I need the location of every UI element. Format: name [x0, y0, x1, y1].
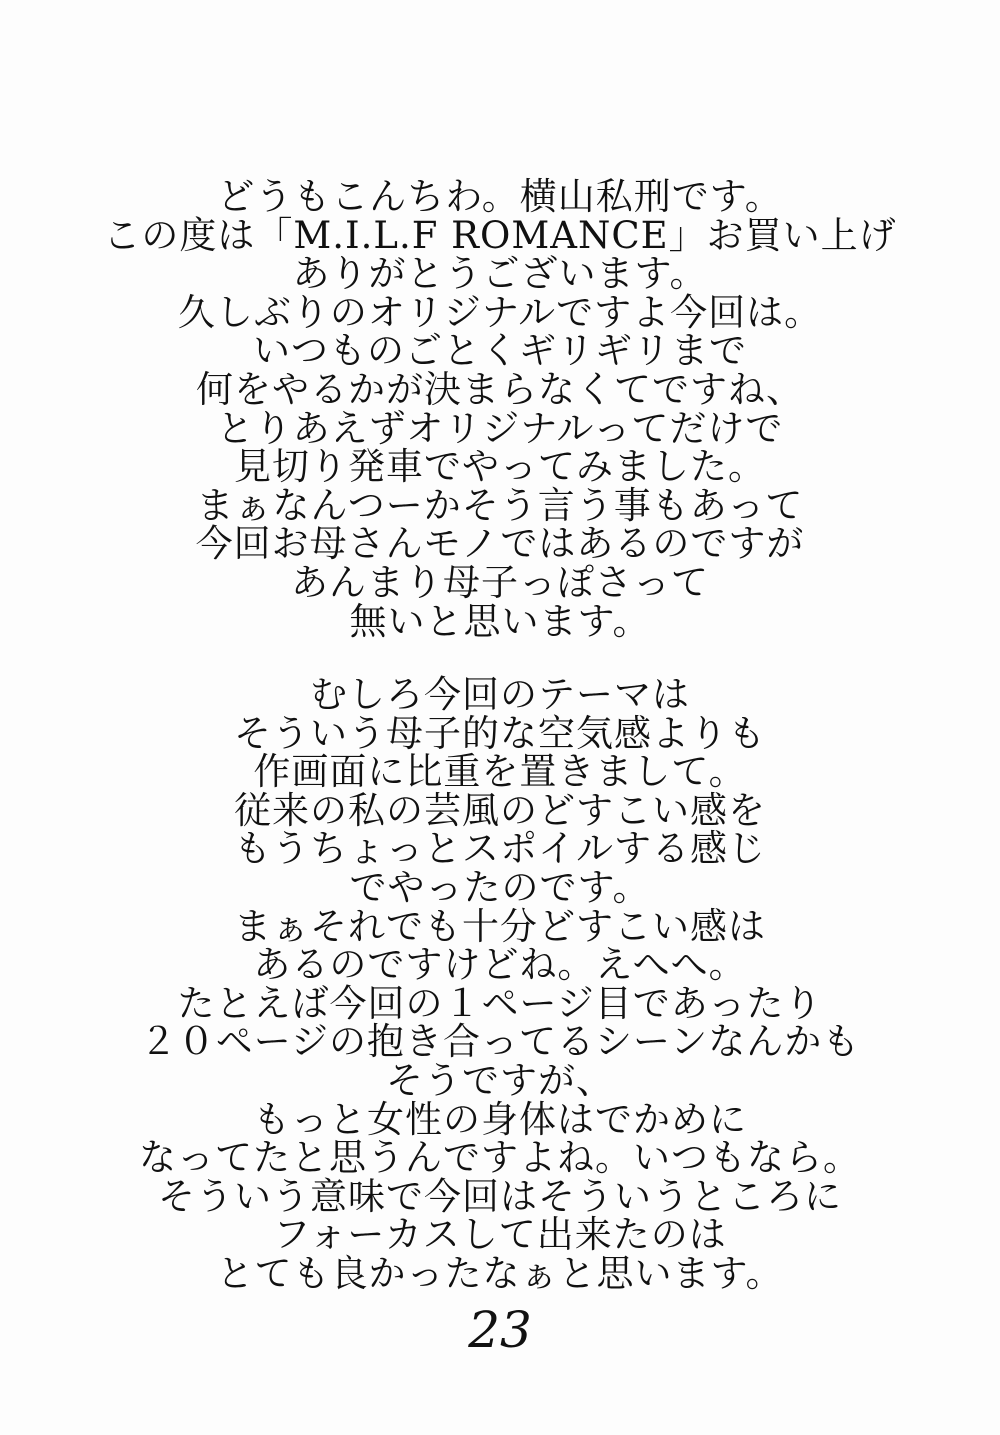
text-line: もうちょっとスポイルする感じ	[234, 827, 766, 871]
text-line: 何をやるかが決まらなくてですね、	[196, 367, 804, 411]
text-line: なってたと思うんですよね。いつもなら。	[139, 1136, 861, 1180]
text-line: 久しぶりのオリジナルですよ今回は。	[177, 290, 823, 334]
text-line: 今回お母さんモノではあるのですが	[195, 522, 805, 566]
text-line: あんまり母子っぽさって	[291, 560, 709, 604]
text-line: あるのですけどね。えへへ。	[253, 943, 747, 987]
afterword-paragraph-2	[0, 673, 1000, 1295]
afterword-paragraph-1	[0, 175, 1000, 643]
text-line: どうもこんちわ。横山私刑です。	[217, 175, 783, 218]
text-line: ありがとうございます。	[292, 252, 708, 296]
text-line: そうですが、	[386, 1058, 614, 1102]
text-line: そういう意味で今回はそういうところに	[158, 1174, 842, 1218]
text-line: まぁなんつーかそう言う事もあって	[196, 483, 804, 527]
text-line: 見切り発車でやってみました。	[234, 445, 766, 489]
text-line: もっと女性の身体はでかめに	[253, 1097, 747, 1141]
text-line: とても良かったなぁと思います。	[216, 1251, 784, 1295]
text-line: まぁそれでも十分どすこい感は	[234, 904, 766, 948]
text-line: 作画面に比重を置きまして。	[253, 750, 747, 794]
text-line: いつものごとくギリギリまで	[253, 329, 747, 373]
text-line: この度は「M.I.L.F ROMANCE」お買い上げ	[103, 213, 897, 257]
text-line: 従来の私の芸風のどすこい感を	[234, 788, 766, 832]
text-line: でやったのです。	[349, 865, 651, 909]
page-number: 23	[468, 1301, 532, 1359]
text-line: ２０ページの抱き合ってるシーンなんかも	[139, 1020, 861, 1064]
text-line: とりあえずオリジナルってだけで	[216, 406, 784, 450]
text-line: フォーカスして出来たのは	[273, 1213, 727, 1257]
text-line: そういう母子的な空気感よりも	[234, 711, 766, 755]
text-line: たとえば今回の１ページ目であったり	[177, 981, 823, 1025]
text-line: 無いと思います。	[349, 599, 651, 643]
text-line: むしろ今回のテーマは	[310, 673, 690, 716]
